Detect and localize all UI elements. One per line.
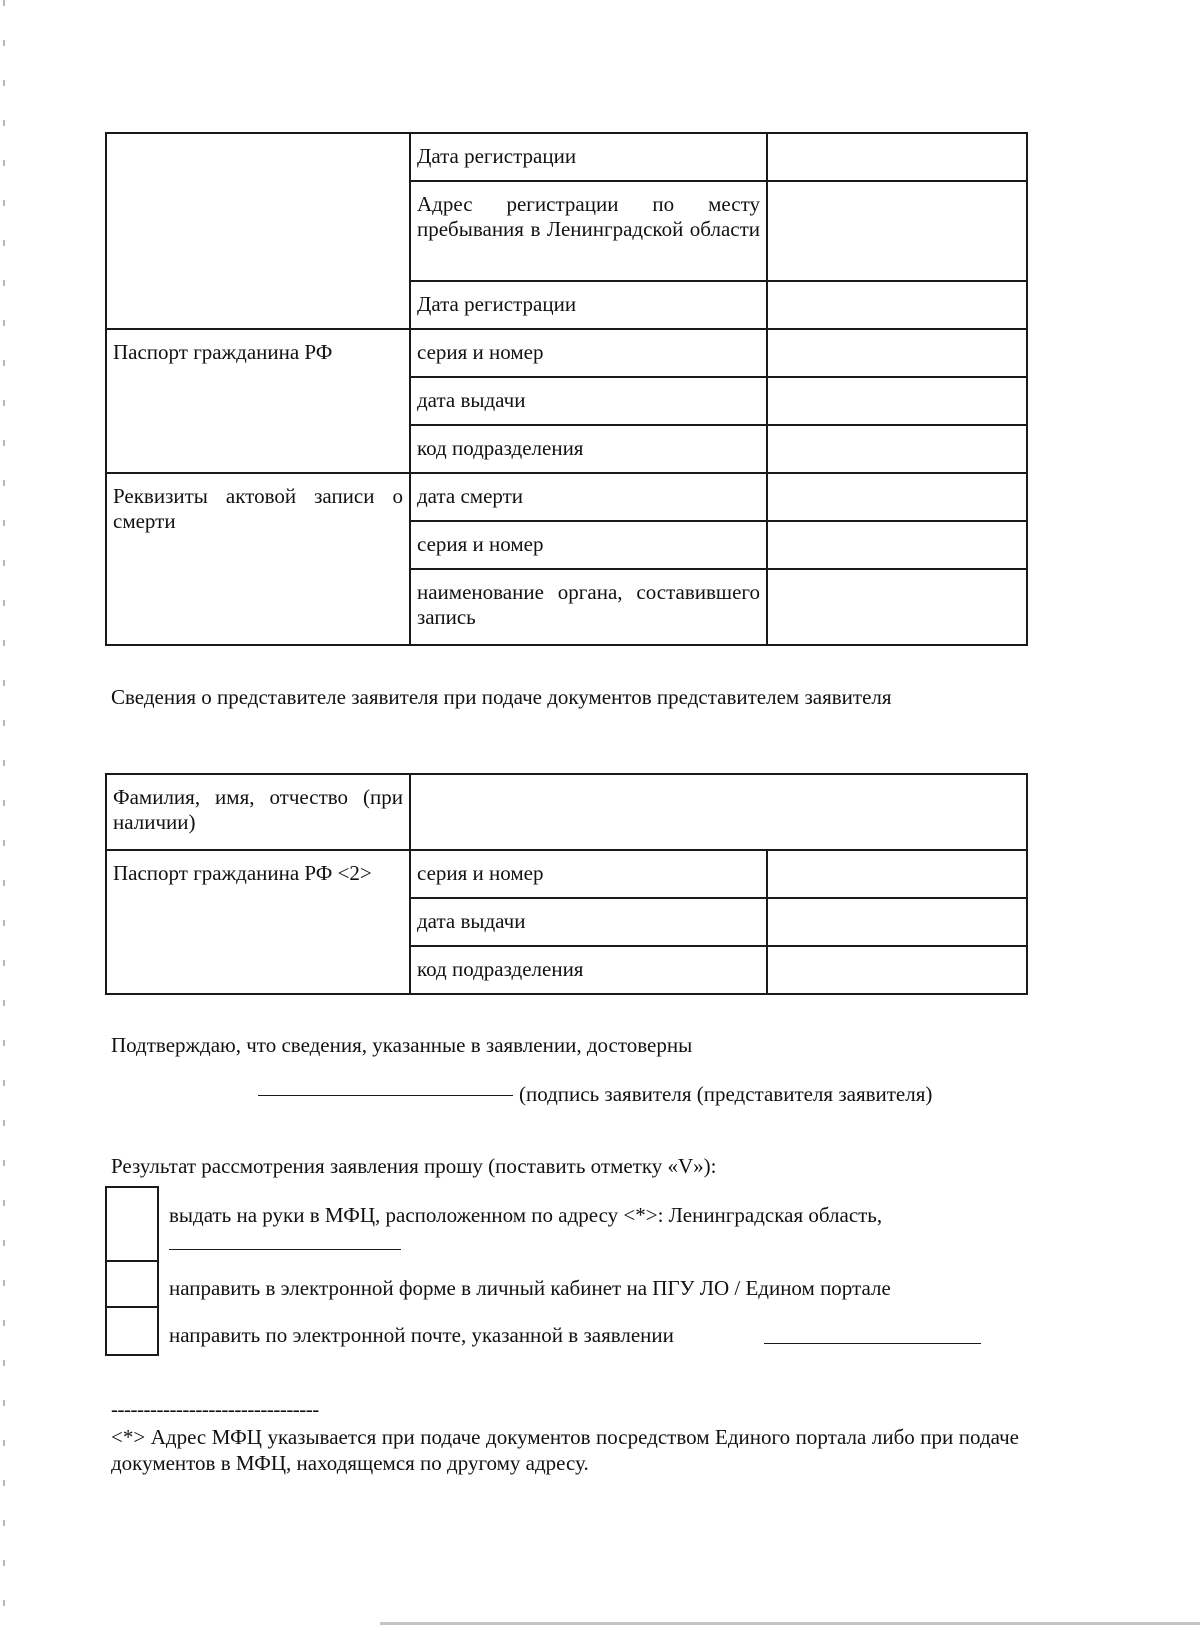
footnote-separator: -------------------------------- xyxy=(111,1397,319,1421)
checkbox-email[interactable] xyxy=(105,1306,159,1356)
row-label-series-number: серия и номер xyxy=(410,521,767,569)
representative-heading: Сведения о представителе заявителя при подаче документов представителем заявителя xyxy=(111,685,892,709)
value-cell[interactable] xyxy=(767,281,1027,329)
group-label-passport: Паспорт гражданина РФ xyxy=(106,329,410,473)
checkbox-personal-cabinet[interactable] xyxy=(105,1260,159,1308)
row-label-division-code: код подразделения xyxy=(410,425,767,473)
row-label-registration-date: Дата регистрации xyxy=(410,133,767,181)
value-cell[interactable] xyxy=(767,946,1027,994)
row-label-stay-address: Адрес регистрации по месту пребывания в Ленинградской области xyxy=(410,181,767,281)
scan-edge-bottom xyxy=(380,1622,1200,1625)
value-cell[interactable] xyxy=(767,521,1027,569)
row-label-death-date: дата смерти xyxy=(410,473,767,521)
option-pickup-mfc: выдать на руки в МФЦ, расположенном по адресу <*>: Ленинградская область, xyxy=(169,1203,883,1227)
row-label-issue-date: дата выдачи xyxy=(410,377,767,425)
option-personal-cabinet: направить в электронной форме в личный кабинет на ПГУ ЛО / Едином портале xyxy=(169,1276,891,1300)
confirmation-text: Подтверждаю, что сведения, указанные в заявлении, достоверны xyxy=(111,1033,693,1057)
row-label-series-number: серия и номер xyxy=(410,329,767,377)
representative-passport-label: Паспорт гражданина РФ <2> xyxy=(106,850,410,994)
scan-edge-left xyxy=(3,0,5,1631)
row-label-division-code: код подразделения xyxy=(410,946,767,994)
row-label-issue-date: дата выдачи xyxy=(410,898,767,946)
value-cell[interactable] xyxy=(767,850,1027,898)
result-heading: Результат рассмотрения заявления прошу (поставить отметку «V»): xyxy=(111,1154,717,1178)
fio-label: Фамилия, имя, отчество (при наличии) xyxy=(106,774,410,850)
footnote-text: <*> Адрес МФЦ указывается при подаче документов посредством Единого портала либо при подаче документов в МФЦ, находящемся по другому адресу. xyxy=(111,1425,1019,1476)
applicant-details-table xyxy=(105,132,1028,646)
empty-group-cell xyxy=(106,133,410,329)
value-cell[interactable] xyxy=(767,377,1027,425)
checkbox-pickup-mfc[interactable] xyxy=(105,1186,159,1262)
value-cell[interactable] xyxy=(767,133,1027,181)
email-fill-line[interactable] xyxy=(764,1343,981,1344)
value-cell[interactable] xyxy=(767,329,1027,377)
row-label-issuing-authority: наименование органа, составившего запись xyxy=(410,569,767,645)
address-fill-line[interactable] xyxy=(169,1249,401,1250)
fio-value-cell[interactable] xyxy=(410,774,1027,850)
option-email: направить по электронной почте, указанной в заявлении xyxy=(169,1323,674,1347)
row-label-registration-date: Дата регистрации xyxy=(410,281,767,329)
signature-line[interactable] xyxy=(258,1095,513,1096)
value-cell[interactable] xyxy=(767,898,1027,946)
value-cell[interactable] xyxy=(767,425,1027,473)
representative-table xyxy=(105,773,1028,995)
value-cell[interactable] xyxy=(767,181,1027,281)
value-cell[interactable] xyxy=(767,473,1027,521)
group-label-death-record: Реквизиты актовой записи о смерти xyxy=(106,473,410,645)
signature-label: (подпись заявителя (представителя заявителя) xyxy=(519,1082,933,1106)
value-cell[interactable] xyxy=(767,569,1027,645)
row-label-series-number: серия и номер xyxy=(410,850,767,898)
